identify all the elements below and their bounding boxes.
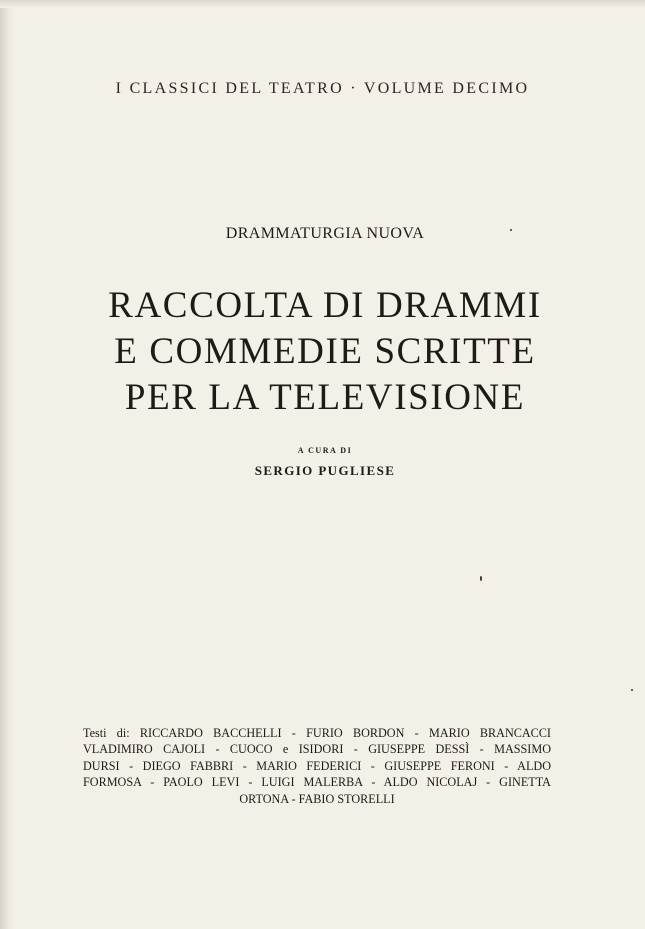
authors-list bbox=[83, 725, 551, 807]
authors-line: Testi di: RICCARDO BACCHELLI - FURIO BORDON - MARIO BRANCACCI bbox=[83, 726, 551, 740]
title-line: RACCOLTA DI DRAMMI bbox=[108, 285, 542, 326]
paper-speck bbox=[631, 689, 633, 691]
paper-speck bbox=[480, 576, 482, 581]
paper-speck bbox=[510, 229, 512, 231]
curator-name: SERGIO PUGLIESE bbox=[254, 463, 396, 478]
curator-label: A CURA DI bbox=[297, 446, 353, 455]
subtitle: DRAMMATURGIA NUOVA bbox=[225, 225, 425, 242]
title-line: PER LA TELEVISIONE bbox=[124, 377, 526, 418]
title-line: E COMMEDIE SCRITTE bbox=[114, 331, 536, 372]
book-title bbox=[0, 283, 645, 421]
series-line: I CLASSICI DEL TEATRO · VOLUME DECIMO bbox=[115, 80, 530, 97]
authors-line: DURSI - DIEGO FABBRI - MARIO FEDERICI - GIUSEPPE FERONI - ALDO bbox=[83, 758, 551, 773]
authors-line: VLADIMIRO CAJOLI - CUOCO e ISIDORI - GIUSEPPE DESSÌ - MASSIMO bbox=[83, 742, 551, 757]
page-top-shadow bbox=[0, 0, 645, 8]
authors-line: ORTONA - FABIO STORELLI bbox=[239, 791, 395, 806]
authors-line: FORMOSA - PAOLO LEVI - LUIGI MALERBA - ALDO NICOLAJ - GINETTA bbox=[83, 775, 551, 790]
